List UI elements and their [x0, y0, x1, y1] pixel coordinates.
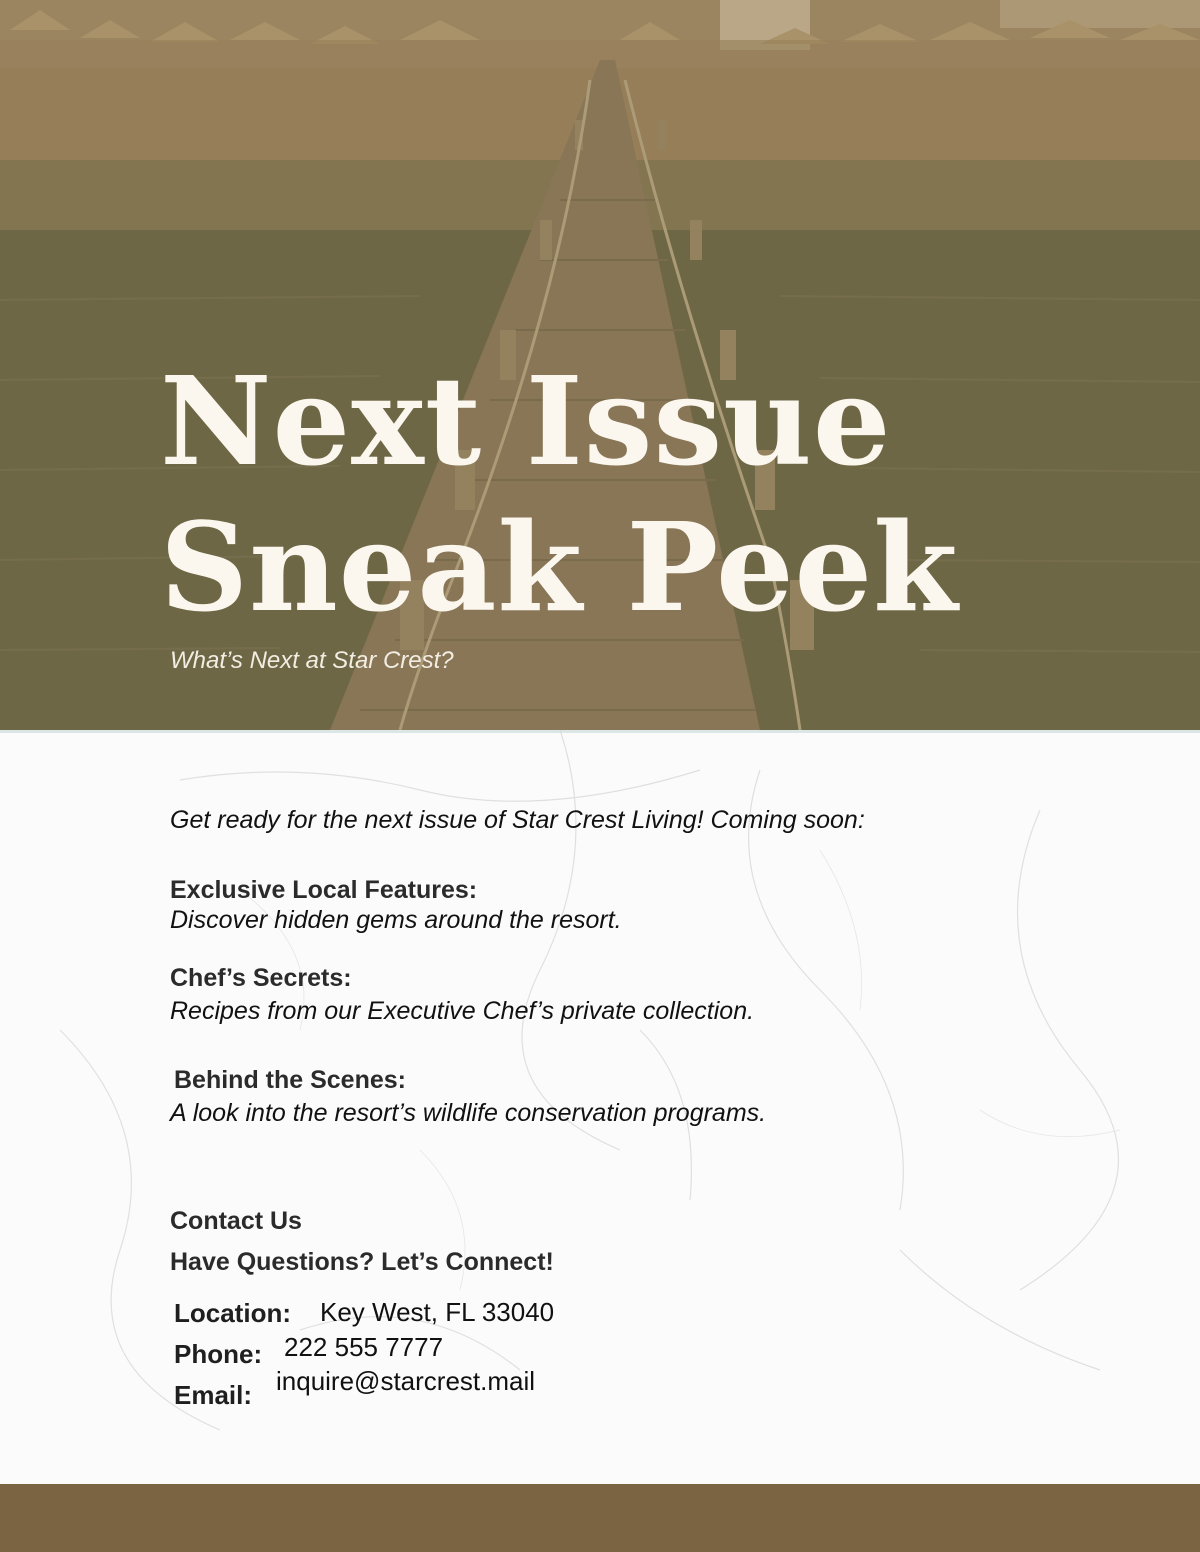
feature-description-chef: Recipes from our Executive Chef’s private collection.: [170, 997, 755, 1025]
intro-text: Get ready for the next issue of Star Crest Living! Coming soon:: [170, 806, 865, 834]
phone-value[interactable]: 222 555 7777: [284, 1332, 444, 1362]
location-value: Key West, FL 33040: [320, 1297, 555, 1327]
feature-description-local: Discover hidden gems around the resort.: [170, 906, 622, 934]
phone-label: Phone:: [174, 1339, 263, 1369]
feature-heading-scenes: Behind the Scenes:: [174, 1066, 406, 1094]
hero-subtitle: What’s Next at Star Crest?: [170, 647, 454, 674]
feature-heading-local: Exclusive Local Features:: [170, 876, 478, 904]
contact-heading: Contact Us: [170, 1207, 302, 1235]
feature-description-scenes: A look into the resort’s wildlife conservation programs.: [170, 1099, 767, 1127]
title-line-2: Sneak Peek: [160, 495, 959, 639]
email-label: Email:: [174, 1380, 253, 1410]
hero-banner: [0, 0, 1200, 730]
title-line-1: Next Issue: [160, 349, 892, 493]
footer-bar: [0, 1484, 1200, 1552]
page-title: [160, 348, 959, 640]
feature-heading-chef: Chef’s Secrets:: [170, 964, 352, 992]
contact-tagline: Have Questions? Let’s Connect!: [170, 1248, 554, 1276]
email-value[interactable]: inquire@starcrest.mail: [276, 1366, 536, 1396]
location-label: Location:: [174, 1298, 291, 1328]
